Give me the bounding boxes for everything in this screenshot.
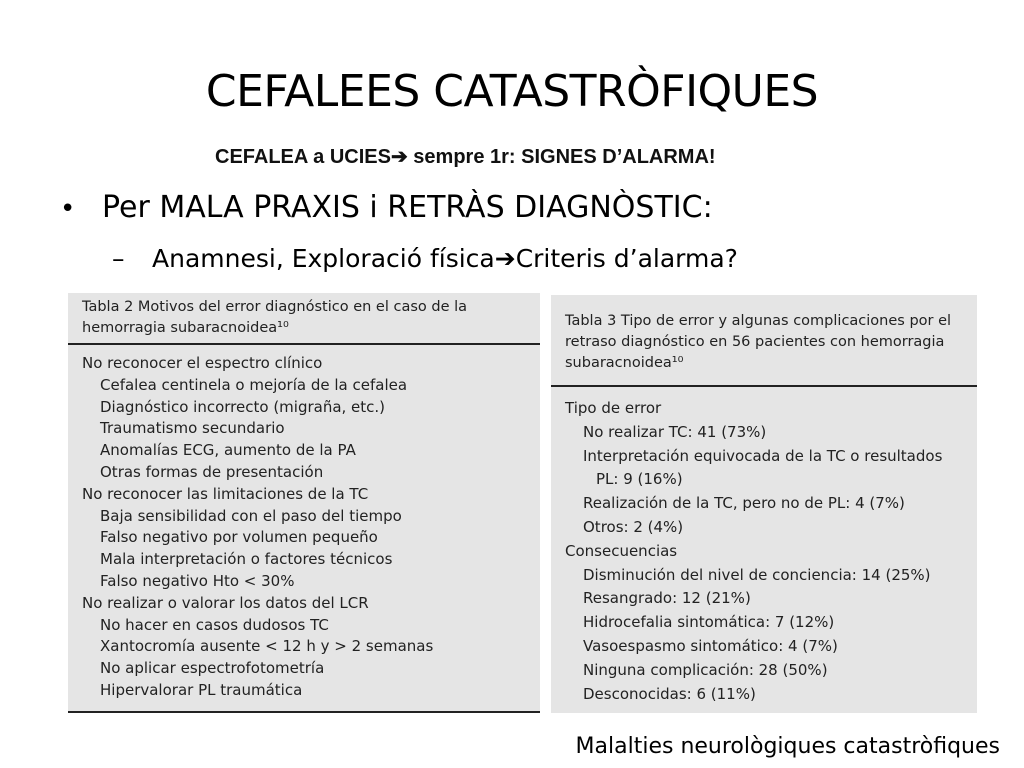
table-3-image xyxy=(551,295,977,713)
table-row: Otros: 2 (4%) xyxy=(583,517,684,536)
table-2-image xyxy=(68,293,540,713)
subbullet-marker: – xyxy=(112,244,125,273)
table-row: Hidrocefalia sintomática: 7 (12%) xyxy=(583,613,835,632)
table-row: PL: 9 (16%) xyxy=(596,470,683,489)
arrow-right-icon: ➔ xyxy=(390,146,408,168)
table-row: Otras formas de presentación xyxy=(100,462,324,481)
table-row: Falso negativo Hto < 30% xyxy=(100,571,295,590)
table-row: Cefalea centinela o mejoría de la cefalea xyxy=(100,375,408,394)
slide-subtitle xyxy=(215,144,716,169)
table-row: No aplicar espectrofotometría xyxy=(100,659,325,678)
table-2-bottom-rule xyxy=(68,711,540,713)
subbullet-item xyxy=(112,244,738,273)
table-row: Mala interpretación o factores técnicos xyxy=(100,550,393,569)
table-row: Diagnóstico incorrecto (migraña, etc.) xyxy=(100,397,386,416)
table-row: Hipervalorar PL traumática xyxy=(100,680,303,699)
table-row: Desconocidas: 6 (11%) xyxy=(583,684,756,703)
bullet-text: Per MALA PRAXIS i RETRÀS DIAGNÒSTIC: xyxy=(102,190,713,225)
bullet-marker: • xyxy=(60,194,76,224)
subtitle-left: CEFALEA a UCIES xyxy=(215,146,391,168)
table-row: Traumatismo secundario xyxy=(100,419,285,438)
bullet-item xyxy=(60,190,713,225)
table-3-rows xyxy=(551,387,977,706)
table-2-caption: Tabla 2 Motivos del error diagnóstico en el caso de la hemorragia subaracnoidea¹⁰ xyxy=(68,293,540,345)
table-row: No reconocer el espectro clínico xyxy=(82,354,323,372)
table-row: Anomalías ECG, aumento de la PA xyxy=(100,441,356,460)
table-row: Consecuencias xyxy=(565,541,678,560)
slide-title: CEFALEES CATASTRÒFIQUES xyxy=(205,66,819,117)
slide-footer: Malalties neurològiques catastròfiques xyxy=(575,734,1000,759)
table-row: Resangrado: 12 (21%) xyxy=(583,589,751,608)
subbullet-text-before: Anamnesi, Exploració física xyxy=(152,244,495,273)
table-row: Xantocromía ausente < 12 h y > 2 semanas xyxy=(100,637,434,656)
subtitle-right: sempre 1r: SIGNES D’ALARMA! xyxy=(407,146,716,168)
table-3-caption: Tabla 3 Tipo de error y algunas complicaciones por el retraso diagnóstico en 56 pacientes con hemorragia subaracnoidea¹⁰ xyxy=(551,295,977,387)
table-row: Disminución del nivel de conciencia: 14 (25%) xyxy=(583,565,931,584)
table-row: No hacer en casos dudosos TC xyxy=(100,615,329,634)
table-row: Tipo de error xyxy=(565,399,662,417)
table-row: No realizar o valorar los datos del LCR xyxy=(82,593,369,612)
arrow-right-icon: ➔ xyxy=(494,244,516,273)
table-2-rows xyxy=(68,345,540,702)
table-row: No reconocer las limitaciones de la TC xyxy=(82,484,369,503)
table-row: No realizar TC: 41 (73%) xyxy=(583,422,767,441)
table-row: Falso negativo por volumen pequeño xyxy=(100,528,378,547)
table-row: Ninguna complicación: 28 (50%) xyxy=(583,660,828,679)
subbullet-text-after: Criteris d’alarma? xyxy=(515,244,738,273)
table-row: Vasoespasmo sintomático: 4 (7%) xyxy=(583,636,838,655)
table-row: Interpretación equivocada de la TC o resultados xyxy=(583,446,943,465)
table-row: Baja sensibilidad con el paso del tiempo xyxy=(100,506,402,525)
table-row: Realización de la TC, pero no de PL: 4 (7%) xyxy=(583,494,905,513)
